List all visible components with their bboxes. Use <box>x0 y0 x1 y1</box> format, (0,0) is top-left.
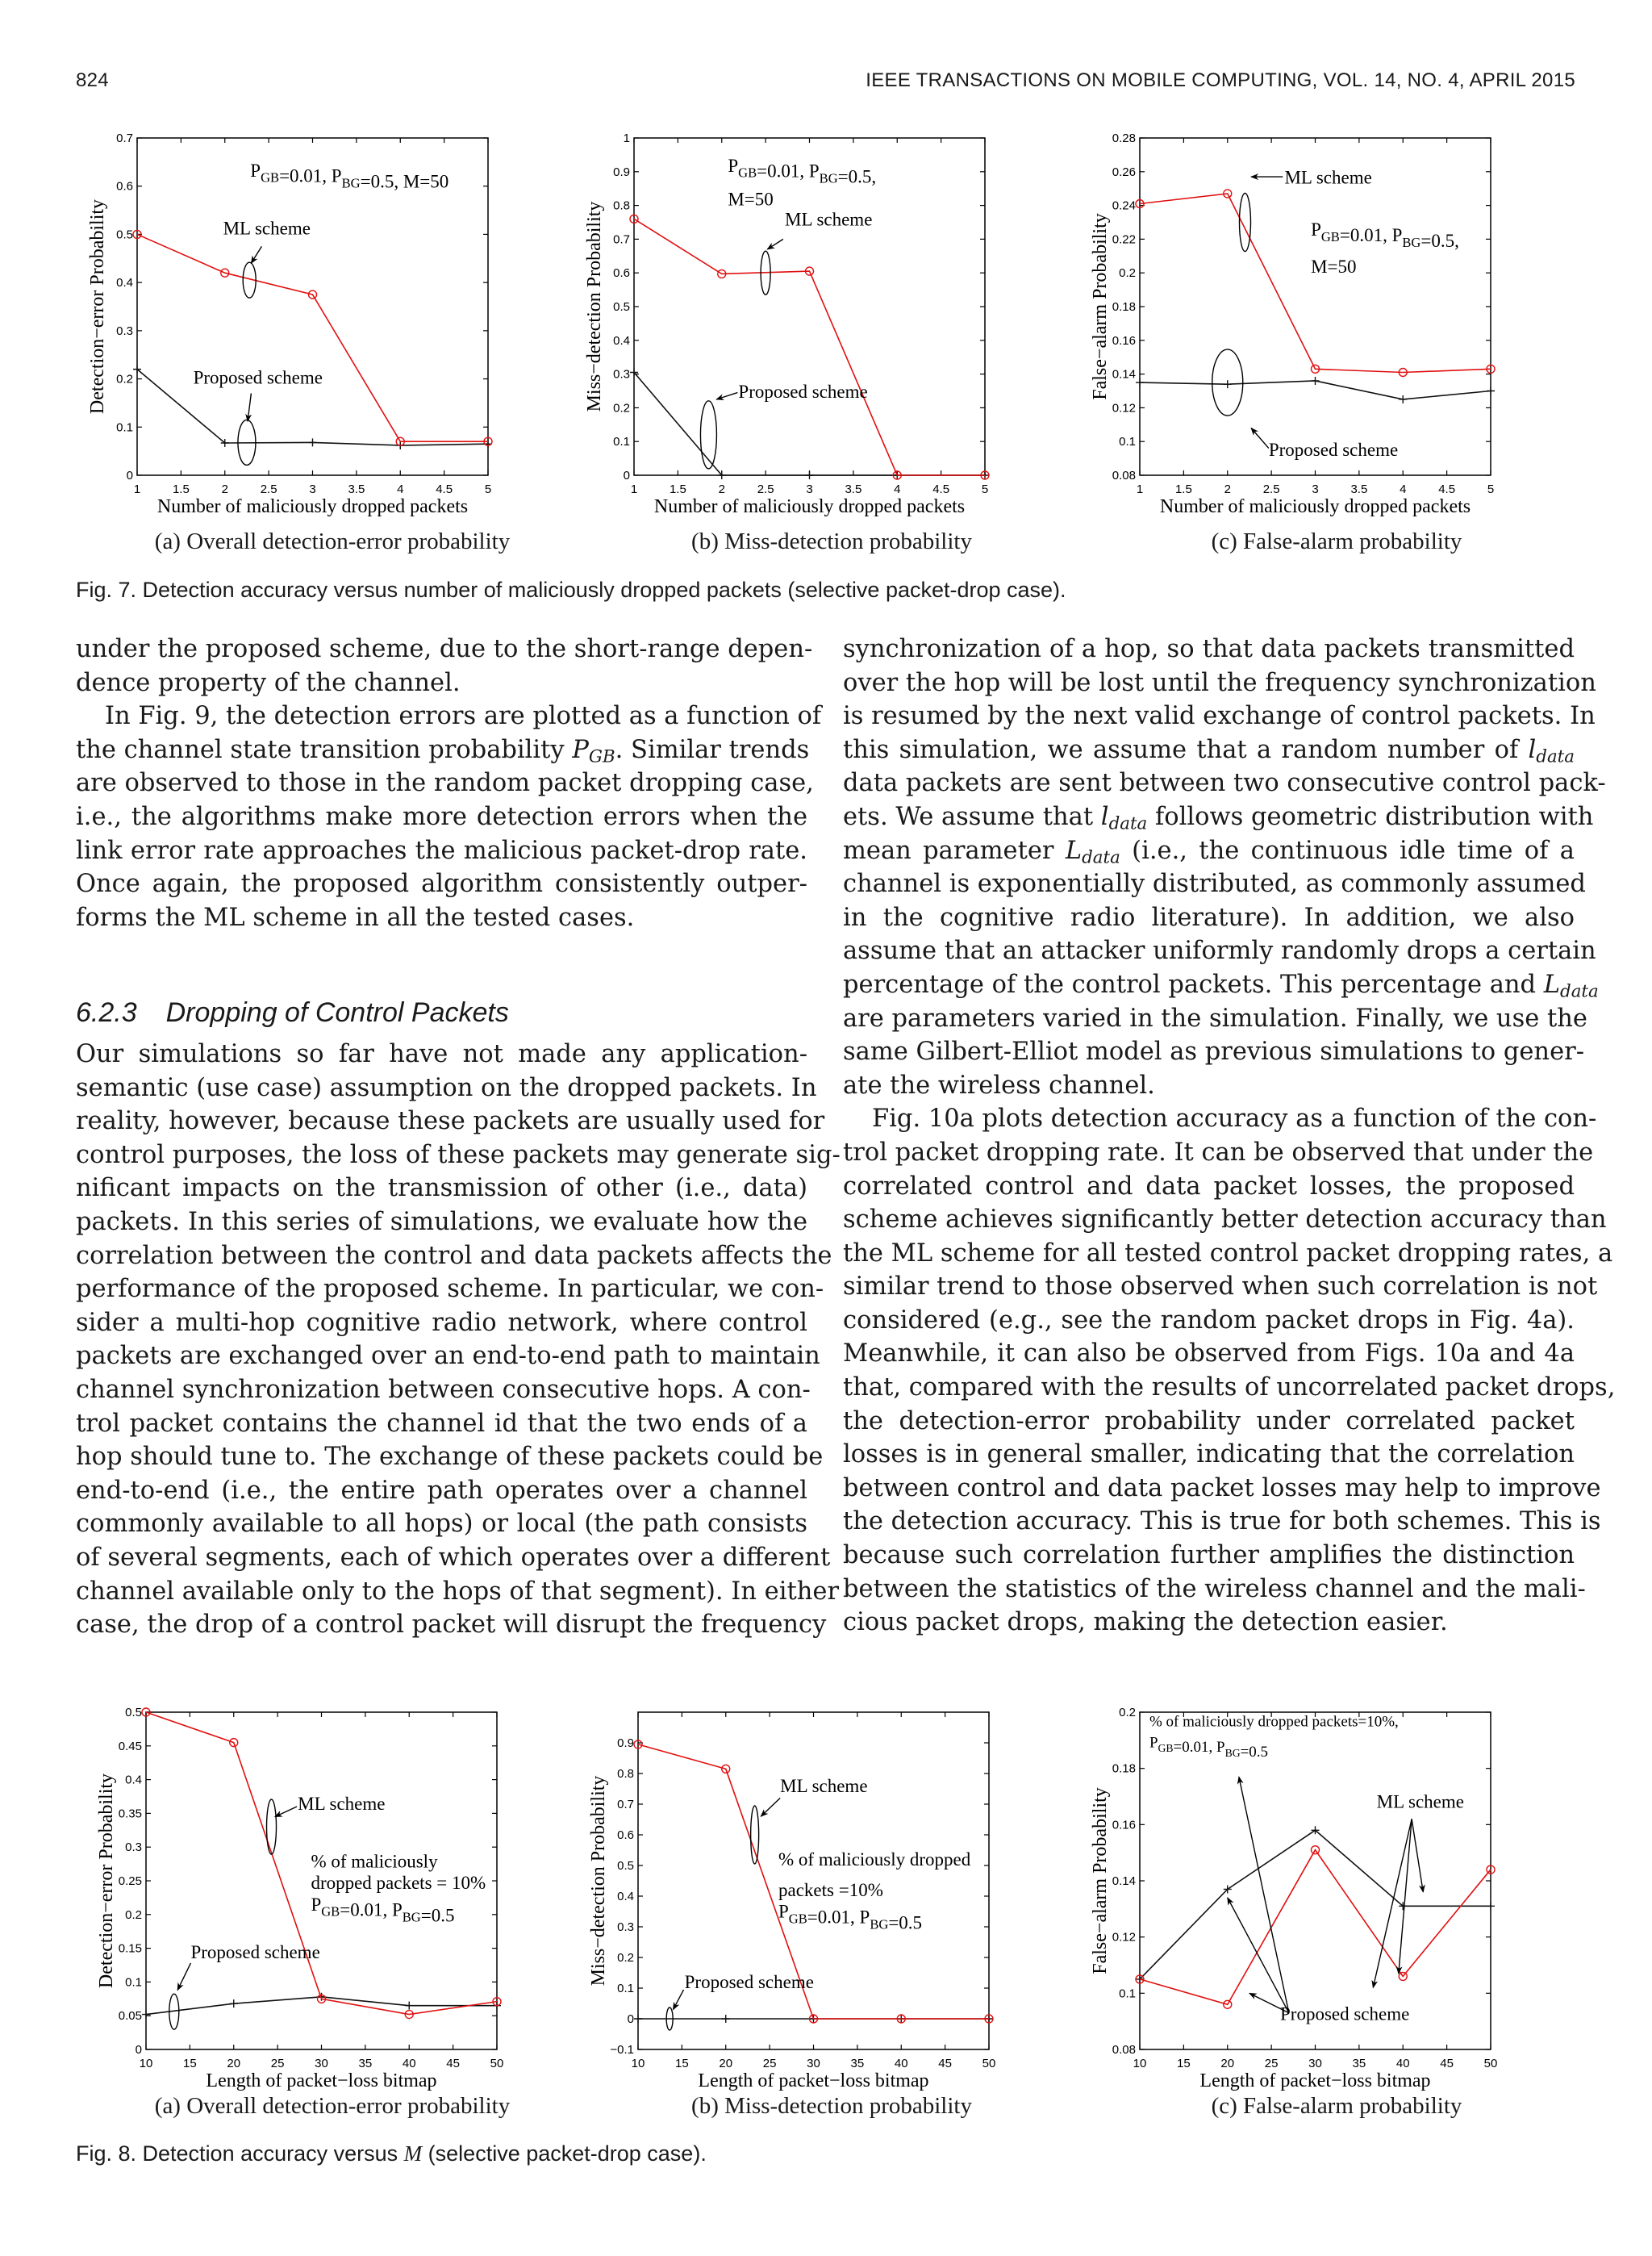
x-tick-label: 4 <box>1400 483 1407 496</box>
text-line: channel synchronization between consecutive hops. A con- <box>76 1375 811 1404</box>
text-line: trol packet dropping rate. It can be observed that under the <box>843 1138 1594 1167</box>
y-tick-label: 0.18 <box>1112 300 1136 314</box>
x-tick-label: 45 <box>1440 2057 1454 2070</box>
text-line: data packets are sent between two consecutive control pack- <box>843 769 1606 798</box>
text-line: synchronization of a hop, so that data packets transmitted <box>843 635 1575 663</box>
text-line: percentage of the control packets. This percentage and $L_{data}$ <box>843 970 1599 1002</box>
section-number: 6.2.3 <box>76 997 137 1028</box>
y-tick-label: 0.8 <box>613 198 630 213</box>
x-tick-label: 5 <box>981 483 989 496</box>
x-tick-label: 4.5 <box>436 483 453 496</box>
fig8a-subcaption: (a) Overall detection-error probability <box>154 2093 511 2119</box>
y-tick-label: 0.12 <box>1112 401 1136 416</box>
chart-annotation: $P_{GB}=0.01$, $P_{BG}=0.5$, <box>728 155 877 187</box>
chart-annotation: ML scheme <box>223 218 311 239</box>
text-line: the ML scheme for all tested control packet dropping rates, a <box>843 1239 1613 1268</box>
y-tick-label: 0.16 <box>1112 1818 1136 1832</box>
text-line: In Fig. 9, the detection errors are plotted as a function of <box>105 702 822 731</box>
text-line: ets. We assume that $l_{data}$ follows geometric distribution with <box>843 802 1594 834</box>
x-tick-label: 35 <box>850 2057 865 2070</box>
y-tick-label: 0.5 <box>613 300 630 314</box>
chart-annotation: packets =10% <box>778 1880 883 1900</box>
y-tick-label: 0.12 <box>1112 1930 1136 1945</box>
x-tick-label: 3 <box>309 483 316 496</box>
chart-fig8b <box>580 1696 1096 2116</box>
section-heading <box>76 997 538 1029</box>
text-line: over the hop will be lost until the frequency synchronization <box>843 668 1596 697</box>
chart-annotation: ML scheme <box>298 1794 386 1815</box>
y-tick-label: 0.1 <box>617 1982 634 1995</box>
chart-annotation: ML scheme <box>1376 1791 1464 1812</box>
x-tick-label: 10 <box>1133 2057 1147 2070</box>
y-tick-label: 0.3 <box>613 367 630 382</box>
left-column-bottom <box>76 1038 841 1642</box>
chart-fig7c <box>1082 122 1598 541</box>
plot-area <box>1140 138 1491 475</box>
text-line: Our simulations so far have not made any application- <box>76 1040 807 1068</box>
y-tick-label: 0 <box>627 2012 634 2026</box>
x-tick-label: 1.5 <box>172 483 190 496</box>
x-tick-label: 4.5 <box>932 483 950 496</box>
x-tick-label: 4 <box>397 483 404 496</box>
chart-fig8a <box>88 1696 604 2116</box>
chart-annotation: $P_{GB}=0.01$, $P_{BG}=0.5$ <box>778 1901 923 1933</box>
text-line: nificant impacts on the transmission of other (i.e., data) <box>76 1174 807 1203</box>
y-tick-label: 0.6 <box>116 179 133 194</box>
x-tick-label: 20 <box>719 2057 733 2070</box>
x-tick-label: 2.5 <box>757 483 774 496</box>
text-line: Once again, the proposed algorithm consistently outper- <box>76 870 807 899</box>
fig8b-subcaption: (b) Miss-detection probability <box>691 2093 972 2119</box>
y-tick-label: 0.6 <box>617 1828 634 1842</box>
y-tick-label: 0.1 <box>116 420 133 435</box>
chart-annotation: Proposed scheme <box>190 1942 320 1963</box>
text-line: hop should tune to. The exchange of these packets could be <box>76 1443 824 1472</box>
chart-annotation: ML scheme <box>780 1775 868 1796</box>
y-tick-label: 0.4 <box>116 276 133 290</box>
x-tick-label: 5 <box>484 483 492 496</box>
caption-text: (selective packet-drop case). <box>422 2141 707 2166</box>
x-tick-label: 1.5 <box>669 483 686 496</box>
y-tick-label: 0.16 <box>1112 333 1136 348</box>
text-line: trol packet contains the channel id that the two ends of a <box>76 1409 807 1438</box>
x-tick-label: 30 <box>315 2057 328 2070</box>
text-line: considered (e.g., see the random packet drops in Fig. 4a). <box>843 1306 1575 1335</box>
text-line: between control and data packet losses may help to improve <box>843 1473 1601 1502</box>
chart-annotation: ML scheme <box>1284 167 1372 188</box>
y-tick-label: 0.35 <box>118 1807 142 1821</box>
text-line: performance of the proposed scheme. In particular, we con- <box>76 1275 824 1304</box>
x-tick-label: 3 <box>1312 483 1319 496</box>
x-tick-label: 3.5 <box>348 483 365 496</box>
text-line: same Gilbert-Elliot model as previous simulations to gener- <box>843 1038 1585 1067</box>
fig7-caption: Fig. 7. Detection accuracy versus number of maliciously dropped packets (selective packet-drop case). <box>76 578 1066 602</box>
x-tick-label: 15 <box>183 2057 197 2070</box>
y-tick-label: 0 <box>135 2043 142 2057</box>
chart-fig7a <box>79 122 595 541</box>
y-tick-label: 0.08 <box>1112 469 1136 483</box>
y-tick-label: 0 <box>126 469 133 483</box>
x-tick-label: 2 <box>718 483 725 496</box>
caption-text: Fig. 8. Detection accuracy versus <box>76 2141 404 2166</box>
text-line: commonly available to all hops) or local (the path consists <box>76 1510 807 1539</box>
chart-annotation: Proposed scheme <box>684 1972 814 1992</box>
chart-annotation: Proposed scheme <box>738 381 868 402</box>
x-tick-label: 15 <box>675 2057 689 2070</box>
chart-annotation: ML scheme <box>785 209 873 230</box>
chart-annotation: Proposed scheme <box>1280 2003 1410 2024</box>
y-tick-label: 0.14 <box>1112 1874 1136 1888</box>
y-tick-label: 0.08 <box>1112 2043 1136 2057</box>
x-axis-label: Length of packet−loss bitmap <box>206 2070 437 2091</box>
text-line: packets are exchanged over an end-to-end path to maintain <box>76 1342 820 1371</box>
plot-area <box>1140 1712 1491 2049</box>
y-tick-label: 0.1 <box>125 1975 142 1990</box>
chart-annotation: Proposed scheme <box>193 367 323 388</box>
chart-annotation: Proposed scheme <box>1268 439 1399 460</box>
x-tick-label: 40 <box>402 2057 416 2070</box>
x-axis-label: Length of packet−loss bitmap <box>1199 2070 1431 2091</box>
x-tick-label: 40 <box>1395 2057 1410 2070</box>
x-tick-label: 25 <box>1264 2057 1279 2070</box>
text-line: channel available only to the hops of that segment). In either <box>76 1577 840 1606</box>
text-line: semantic (use case) assumption on the dropped packets. In <box>76 1073 817 1102</box>
text-line: correlation between the control and data packets affects the <box>76 1241 832 1270</box>
chart-annotation: $P_{GB}=0.01$, $P_{BG}=0.5$, <box>1311 219 1459 252</box>
fig8-caption <box>76 2141 707 2166</box>
text-line: correlated control and data packet losses, the proposed <box>843 1172 1575 1201</box>
x-tick-label: 3 <box>806 483 813 496</box>
y-axis-label: Miss−detection Probability <box>588 1775 609 1987</box>
y-tick-label: 0.4 <box>617 1890 634 1903</box>
chart-annotation: % of maliciously <box>311 1851 438 1872</box>
y-tick-label: 0.18 <box>1112 1761 1136 1776</box>
y-tick-label: 0.05 <box>118 2009 142 2024</box>
right-column <box>843 633 1616 1640</box>
chart-annotation: $P_{GB}=0.01$, $P_{BG}=0.5$ <box>311 1894 455 1926</box>
text-line: the detection accuracy. This is true for both schemes. This is <box>843 1507 1601 1536</box>
x-tick-label: 45 <box>446 2057 460 2070</box>
chart-annotation: % of maliciously dropped packets=10%, <box>1149 1713 1399 1731</box>
text-line: reality, however, because these packets are usually used for <box>76 1107 825 1136</box>
y-tick-label: 0.28 <box>1112 132 1136 145</box>
text-line: because such correlation further amplifies the distinction <box>843 1541 1575 1570</box>
x-tick-label: 25 <box>762 2057 777 2070</box>
x-tick-label: 4.5 <box>1438 483 1456 496</box>
y-axis-label: False−alarm Probability <box>1090 213 1111 400</box>
text-line: channel is exponentially distributed, as commonly assumed <box>843 870 1586 899</box>
x-axis-label: Number of maliciously dropped packets <box>1159 496 1471 517</box>
page-number: 824 <box>76 69 109 91</box>
x-tick-label: 30 <box>1308 2057 1322 2070</box>
section-title: Dropping of Control Packets <box>165 997 509 1028</box>
x-tick-label: 40 <box>894 2057 908 2070</box>
fig8c-subcaption: (c) False-alarm probability <box>1211 2093 1462 2119</box>
x-axis-label: Number of maliciously dropped packets <box>156 496 469 517</box>
x-tick-label: 1 <box>133 483 141 496</box>
x-tick-label: 3.5 <box>845 483 862 496</box>
x-tick-label: 2 <box>221 483 228 496</box>
text-line: sider a multi-hop cognitive radio network, where control <box>76 1308 807 1337</box>
chart-annotation: M=50 <box>1311 257 1357 278</box>
y-tick-label: 0.3 <box>116 324 133 338</box>
y-tick-label: −0.1 <box>610 2043 634 2057</box>
y-axis-label: Detection−error Probability <box>87 198 108 415</box>
x-tick-label: 20 <box>1220 2057 1235 2070</box>
y-tick-label: 0.2 <box>1119 266 1136 281</box>
x-tick-label: 4 <box>894 483 901 496</box>
text-line: control purposes, the loss of these packets may generate sig- <box>76 1140 841 1169</box>
y-tick-label: 0.5 <box>617 1859 634 1873</box>
chart-fig7b <box>576 122 1092 541</box>
y-tick-label: 0.6 <box>613 266 630 281</box>
y-tick-label: 0.3 <box>125 1840 142 1855</box>
y-tick-label: 0.1 <box>1119 1987 1136 2001</box>
text-line: similar trend to those observed when such correlation is not <box>843 1272 1598 1301</box>
y-tick-label: 0.4 <box>613 333 630 348</box>
y-tick-label: 0.15 <box>118 1941 142 1956</box>
text-line: are observed to those in the random packet dropping case, <box>76 769 814 798</box>
x-tick-label: 10 <box>139 2057 153 2070</box>
y-tick-label: 1 <box>623 132 630 145</box>
text-line: this simulation, we assume that a random number of $l_{data}$ <box>843 735 1575 767</box>
text-line: scheme achieves significantly better detection accuracy than <box>843 1205 1607 1235</box>
text-line: packets. In this series of simulations, we evaluate how the <box>76 1207 807 1236</box>
text-line: end-to-end (i.e., the entire path operates over a channel <box>76 1476 807 1505</box>
text-line: Fig. 10a plots detection accuracy as a function of the con- <box>872 1105 1597 1134</box>
y-tick-label: 0.2 <box>125 1907 142 1922</box>
y-tick-label: 0.7 <box>116 132 133 145</box>
x-tick-label: 1 <box>1136 483 1144 496</box>
text-line: under the proposed scheme, due to the short-range depen- <box>76 635 813 663</box>
y-axis-label: Miss−detection Probability <box>584 201 605 412</box>
x-tick-label: 2 <box>1224 483 1231 496</box>
fig7a-subcaption: (a) Overall detection-error probability <box>154 528 511 554</box>
x-tick-label: 5 <box>1487 483 1495 496</box>
y-tick-label: 0.14 <box>1112 367 1136 382</box>
y-tick-label: 0.9 <box>613 165 630 179</box>
x-tick-label: 1.5 <box>1174 483 1192 496</box>
fig7b-subcaption: (b) Miss-detection probability <box>691 528 972 554</box>
y-axis-label: Detection−error Probability <box>96 1773 117 1989</box>
text-line: assume that an attacker uniformly randomly drops a certain <box>843 937 1596 966</box>
chart-annotation: $P_{GB}=0.01$, $P_{BG}=0.5$, M=50 <box>250 160 449 192</box>
text-line: that, compared with the results of uncorrelated packet drops, <box>843 1373 1616 1402</box>
text-line: i.e., the algorithms make more detection errors when the <box>76 802 807 831</box>
y-tick-label: 0.22 <box>1112 232 1136 247</box>
x-tick-label: 20 <box>227 2057 241 2070</box>
x-tick-label: 45 <box>938 2057 952 2070</box>
y-tick-label: 0 <box>623 469 630 483</box>
x-tick-label: 35 <box>358 2057 373 2070</box>
text-line: dence property of the channel. <box>76 668 461 697</box>
caption-variable: M <box>403 2141 423 2166</box>
y-tick-label: 0.2 <box>116 372 133 386</box>
text-line: forms the ML scheme in all the tested cases. <box>76 903 635 932</box>
text-line: cious packet drops, making the detection easier. <box>843 1608 1448 1637</box>
y-axis-label: False−alarm Probability <box>1090 1787 1111 1974</box>
x-tick-label: 35 <box>1352 2057 1366 2070</box>
y-tick-label: 0.2 <box>613 401 630 416</box>
y-tick-label: 0.26 <box>1112 165 1136 179</box>
x-tick-label: 50 <box>1483 2057 1498 2070</box>
y-tick-label: 0.9 <box>617 1736 634 1750</box>
text-line: of several segments, each of which operates over a different <box>76 1543 831 1572</box>
chart-annotation: M=50 <box>728 189 774 210</box>
x-tick-label: 3.5 <box>1350 483 1368 496</box>
y-tick-label: 0.1 <box>1119 435 1136 449</box>
y-tick-label: 0.7 <box>613 232 630 247</box>
y-tick-label: 0.2 <box>617 1951 634 1965</box>
text-line: are parameters varied in the simulation. Finally, we use the <box>843 1004 1587 1033</box>
y-tick-label: 0.24 <box>1112 198 1136 213</box>
text-line: is resumed by the next valid exchange of control packets. In <box>843 702 1596 731</box>
x-axis-label: Length of packet−loss bitmap <box>698 2070 929 2091</box>
text-line: link error rate approaches the malicious packet-drop rate. <box>76 836 807 865</box>
y-tick-label: 0.4 <box>125 1773 142 1787</box>
y-tick-label: 0.5 <box>116 228 133 242</box>
fig7c-subcaption: (c) False-alarm probability <box>1211 528 1462 554</box>
x-tick-label: 50 <box>982 2057 996 2070</box>
x-tick-label: 50 <box>490 2057 504 2070</box>
y-tick-label: 0.5 <box>125 1706 142 1719</box>
y-tick-label: 0.25 <box>118 1874 142 1888</box>
text-line: case, the drop of a control packet will disrupt the frequency <box>76 1611 827 1640</box>
x-tick-label: 1 <box>630 483 638 496</box>
chart-annotation: $P_{GB}=0.01$, $P_{BG}=0.5$ <box>1149 1734 1269 1761</box>
text-line: between the statistics of the wireless channel and the mali- <box>843 1574 1586 1603</box>
left-column-top <box>76 633 822 934</box>
chart-annotation: % of maliciously dropped <box>778 1849 971 1870</box>
x-tick-label: 10 <box>631 2057 645 2070</box>
chart-fig8c <box>1082 1696 1598 2116</box>
text-line: the detection-error probability under correlated packet <box>843 1406 1575 1435</box>
x-axis-label: Number of maliciously dropped packets <box>653 496 966 517</box>
running-header: IEEE TRANSACTIONS ON MOBILE COMPUTING, VOL. 14, NO. 4, APRIL 2015 <box>866 69 1575 91</box>
y-tick-label: 0.3 <box>617 1920 634 1934</box>
text-line: mean parameter $L_{data}$ (i.e., the continuous idle time of a <box>843 836 1575 867</box>
plot-area <box>634 138 985 475</box>
y-tick-label: 0.2 <box>1119 1706 1136 1719</box>
text-line: Meanwhile, it can also be observed from Figs. 10a and 4a <box>843 1339 1575 1368</box>
text-line: losses is in general smaller, indicating that the correlation <box>843 1440 1575 1469</box>
text-line: the channel state transition probability $P_{GB}$. Similar trends <box>76 735 810 767</box>
y-tick-label: 0.8 <box>617 1767 634 1781</box>
text-line: in the cognitive radio literature). In addition, we also <box>843 903 1575 932</box>
x-tick-label: 15 <box>1177 2057 1191 2070</box>
chart-annotation: dropped packets = 10% <box>311 1873 486 1894</box>
x-tick-label: 30 <box>807 2057 820 2070</box>
y-tick-label: 0.1 <box>613 435 630 449</box>
text-line: ate the wireless channel. <box>843 1071 1155 1100</box>
x-tick-label: 2.5 <box>1262 483 1280 496</box>
x-tick-label: 25 <box>270 2057 285 2070</box>
y-tick-label: 0.45 <box>118 1739 142 1753</box>
y-tick-label: 0.7 <box>617 1798 634 1811</box>
x-tick-label: 2.5 <box>260 483 277 496</box>
